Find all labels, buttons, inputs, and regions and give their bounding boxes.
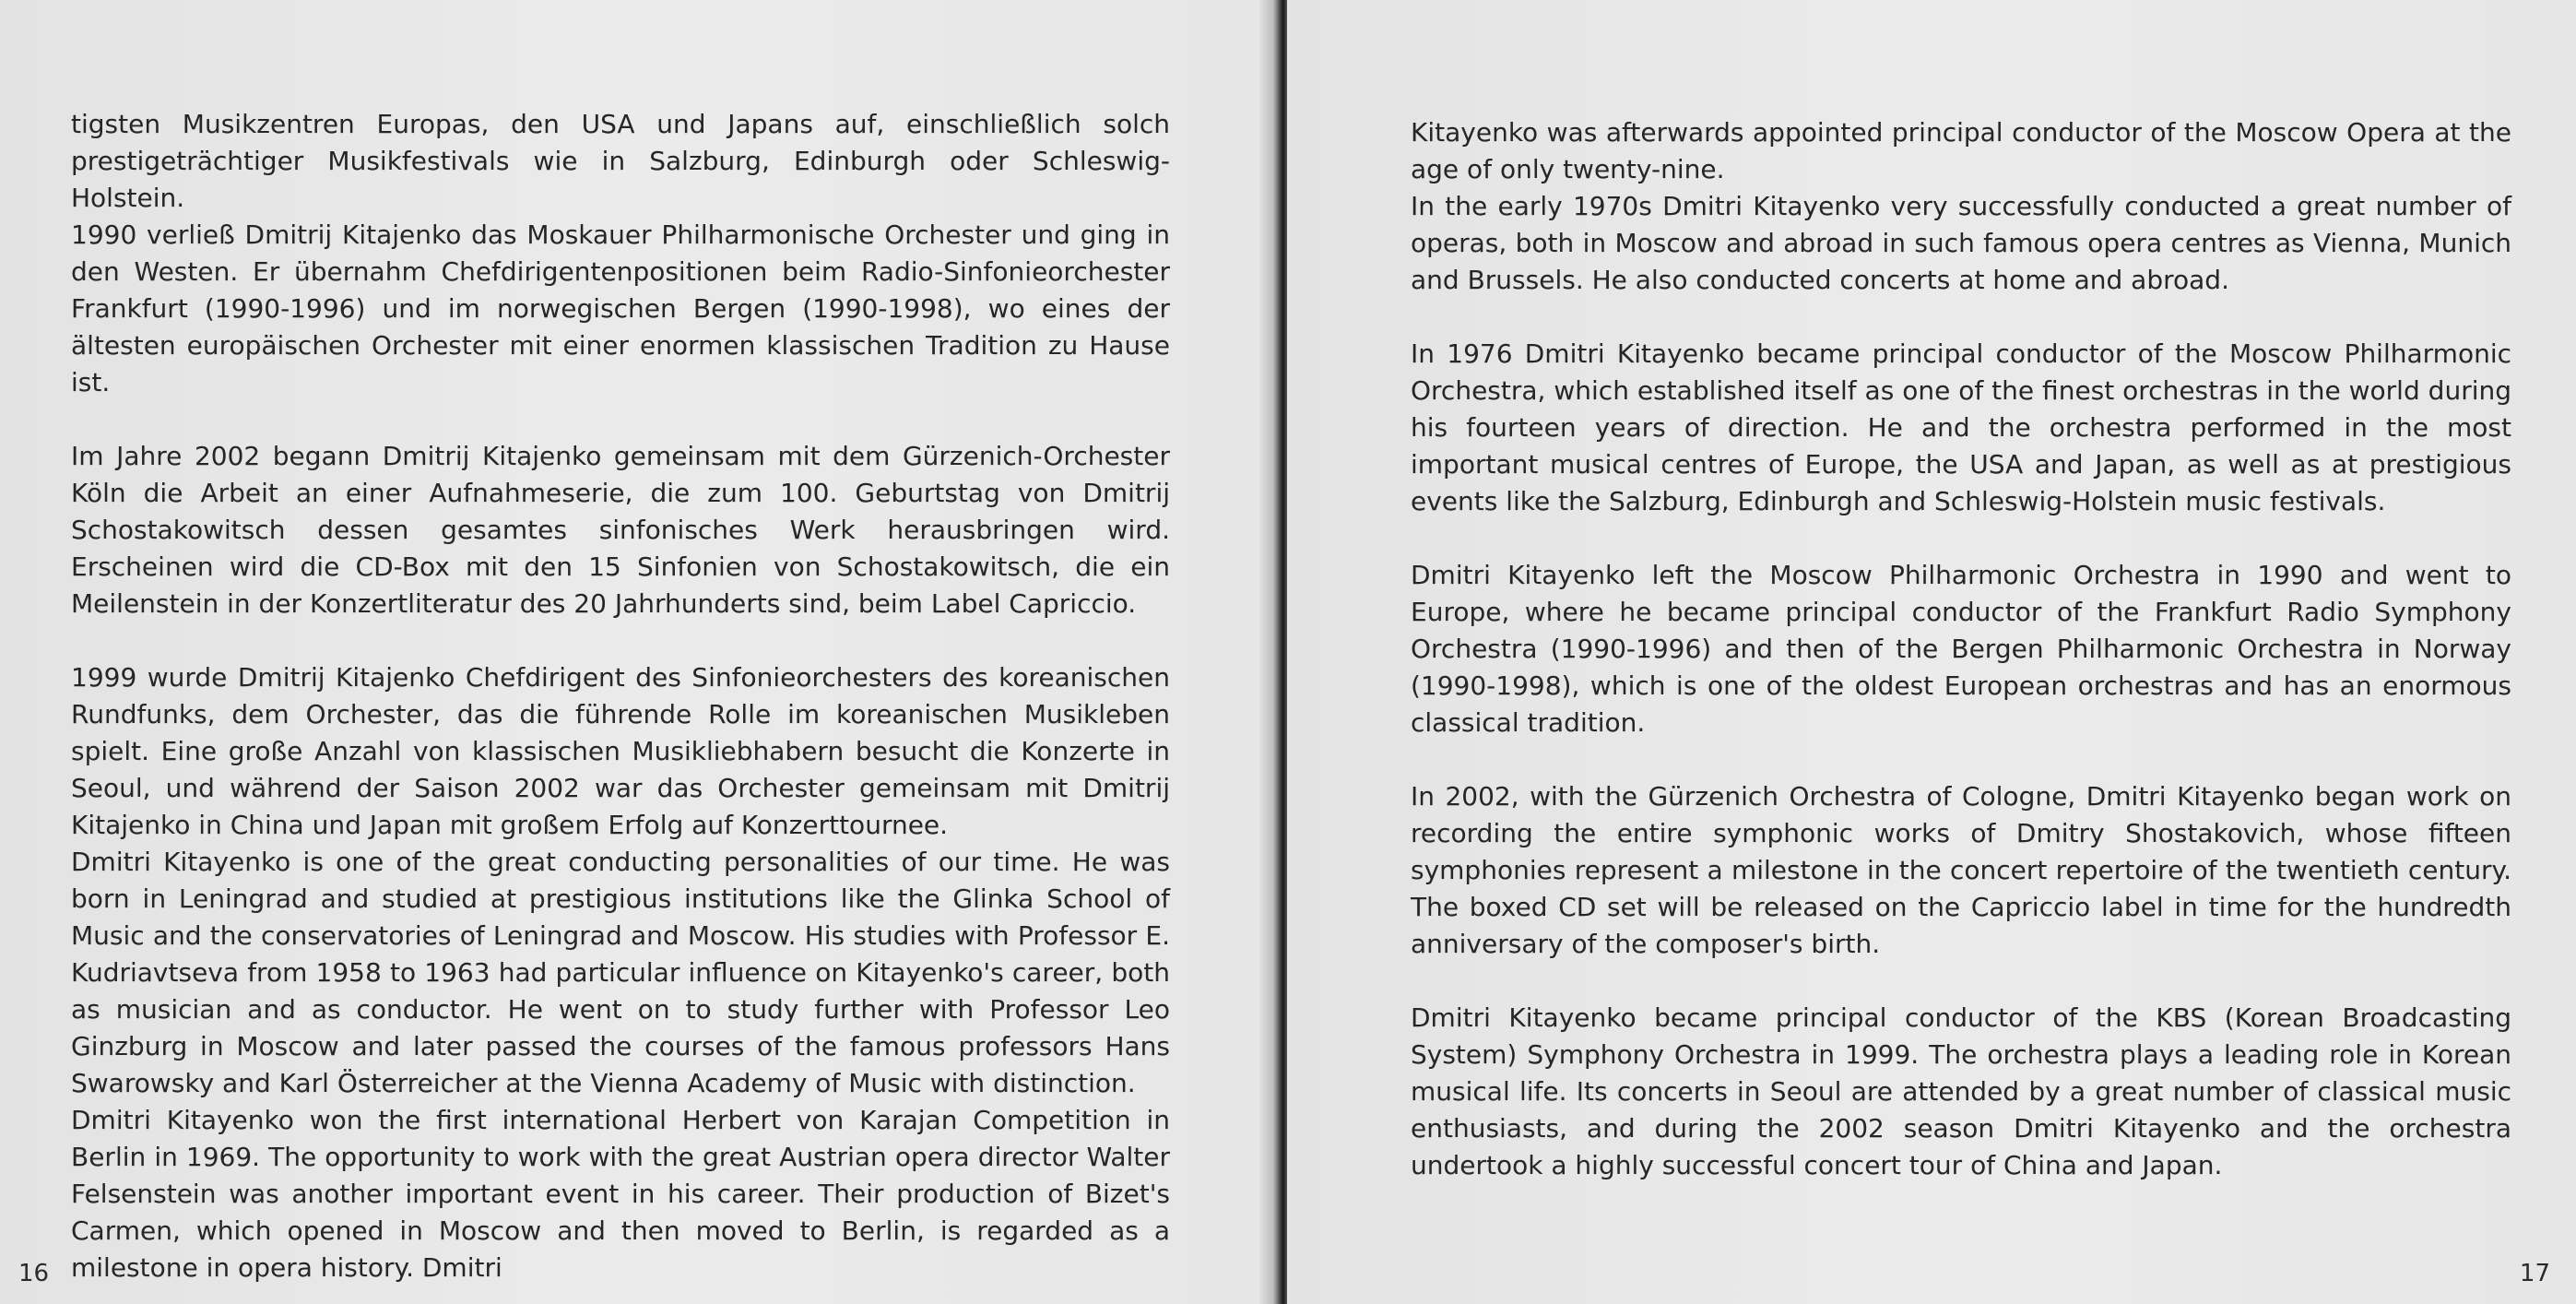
page-number: 17 [2519, 1260, 2550, 1287]
english-paragraph: Dmitri Kitayenko became principal conductor of the KBS (Korean Broadcasting System) Symphony Orchestra in 1999. The orchestra plays a leading role in Korean musical life. Its concerts in Seoul are attended by a great number of classical music enthusiasts, and during the 2002 season Dmitri Kitayenko and the orchestra undertook a highly successful concert tour of China and Japan. [1411, 1002, 2511, 1180]
english-paragraph: Kitayenko was afterwards appointed principal conductor of the Moscow Opera at the age of only twenty-nine. [1411, 117, 2511, 184]
right-page [1287, 0, 2576, 1304]
english-paragraph: Dmitri Kitayenko won the first international Herbert von Karajan Competition in Berlin in 1969. The opportunity to work with the great Austrian opera director Walter Felsenstein was another important event in his career. Their production of Bizet's Carmen, which opened in Moscow and then moved to Berlin, is regarded as a milestone in opera history. Dmitri [71, 1105, 1170, 1283]
english-paragraph: In 2002, with the Gürzenich Orchestra of Cologne, Dmitri Kitayenko began work on recording the entire symphonic works of Dmitry Shostakovich, whose fifteen symphonies represent a milestone in the concert repertoire of the twentieth century. The boxed CD set will be released on the Capriccio label in time for the hundredth anniversary of the composer's birth. [1411, 781, 2511, 959]
german-paragraph: 1999 wurde Dmitrij Kitajenko Chefdirigent des Sinfonieorchesters des koreanischen Rundfunks, dem Orchester, das die führende Rolle im koreanischen Musikleben spielt. Eine große Anzahl von klassischen Musikliebhabern besucht die Konzerte in Seoul, und während der Saison 2002 war das Orchester gemeinsam mit Dmitrij Kitajenko in China und Japan mit großem Erfolg auf Konzerttournee. [71, 662, 1170, 840]
english-paragraph: Dmitri Kitayenko left the Moscow Philharmonic Orchestra in 1990 and went to Europe, where he became principal conductor of the Frankfurt Radio Symphony Orchestra (1990-1996) and then of the Bergen Philharmonic Orchestra in Norway (1990-1998), which is one of the oldest European orchestras and has an enormous classical tradition. [1411, 560, 2511, 738]
english-text-block [71, 844, 1170, 1286]
english-paragraph: Dmitri Kitayenko is one of the great conducting personalities of our time. He was born in Leningrad and studied at prestigious institutions like the Glinka School of Music and the conservatories of Leningrad and Moscow. His studies with Professor E. Kudriavtseva from 1958 to 1963 had particular influence on Kitayenko's career, both as musician and as conductor. He went on to study further with Professor Leo Ginzburg in Moscow and later passed the courses of the famous professors Hans Swarowsky and Karl Österreicher at the Vienna Academy of Music with distinction. [71, 847, 1170, 1098]
english-paragraph: In the early 1970s Dmitri Kitayenko very successfully conducted a great number of operas, both in Moscow and abroad in such famous opera centres as Vienna, Munich and Brussels. He also conducted concerts at home and abroad. [1411, 191, 2511, 295]
english-text-block [1411, 114, 2511, 1184]
german-text-block [71, 106, 1170, 844]
left-page [0, 0, 1278, 1304]
german-paragraph: Im Jahre 2002 begann Dmitrij Kitajenko gemeinsam mit dem Gürzenich-Orchester Köln die Arbeit an einer Aufnahmeserie, die zum 100. Geburtstag von Dmitrij Schostakowitsch dessen gesamtes sinfonisches Werk herausbringen wird. Erscheinen wird die CD-Box mit den 15 Sinfonien von Schostakowitsch, die ein Meilenstein in der Konzertliteratur des 20 Jahrhunderts sind, beim Label Capriccio. [71, 441, 1170, 619]
english-paragraph: In 1976 Dmitri Kitayenko became principal conductor of the Moscow Philharmonic Orchestra, which established itself as one of the finest orchestras in the world during his fourteen years of direction. He and the orchestra performed in the most important musical centres of Europe, the USA and Japan, as well as at prestigious events like the Salzburg, Edinburgh and Schleswig-Holstein music festivals. [1411, 338, 2511, 516]
german-paragraph: tigsten Musikzentren Europas, den USA und Japans auf, einschließlich solch prestigeträchtiger Musikfestivals wie in Salzburg, Edinburgh oder Schleswig-Holstein. [71, 109, 1170, 213]
german-paragraph: 1990 verließ Dmitrij Kitajenko das Moskauer Philharmonische Orchester und ging in den Westen. Er übernahm Chefdirigentenpositionen beim Radio-Sinfonieorchester Frankfurt (1990-1996) und im norwegischen Bergen (1990-1998), wo eines der ältesten europäischen Orchester mit einer enormen klassischen Tradition zu Hause ist. [71, 219, 1170, 397]
page-number: 16 [18, 1260, 50, 1287]
